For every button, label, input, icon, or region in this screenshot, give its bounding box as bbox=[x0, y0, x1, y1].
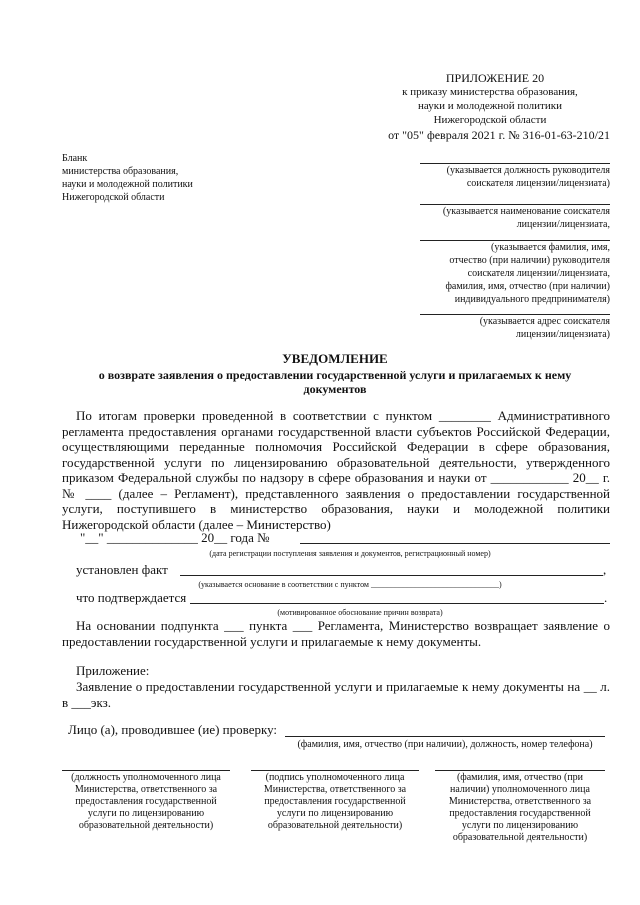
inspector-caption: (фамилия, имя, отчество (при наличии), должность, номер телефона) bbox=[297, 739, 593, 750]
registration-date-line: "__" ______________ 20__ года № bbox=[80, 530, 270, 545]
sig3-l3: Министерства, ответственного за bbox=[448, 796, 592, 807]
name-caption-1: (указывается наименование соискателя bbox=[442, 206, 610, 217]
sig1-l1: (должность уполномоченного лица bbox=[71, 772, 221, 783]
blank-ministry: министерства образования, bbox=[62, 166, 179, 177]
notice-subtitle-2: документов bbox=[303, 382, 367, 396]
notice-subtitle-1: о возврате заявления о предоставлении государственной услуги и прилагаемых к нему bbox=[98, 368, 572, 382]
signature-sign-block bbox=[244, 772, 426, 832]
blank-label: Бланк bbox=[62, 153, 88, 164]
address-caption-1: (указывается адрес соискателя bbox=[479, 316, 610, 327]
inspection-paragraph: По итогам проверки проведенной в соответствии с пунктом ________ Административного регламента предоставления органами государственной власти субъектов Российской Федерации, осуществляющими переданные полномочия Российской Федерации в сфере образования, государственной услуги по лицензированию образовательной деятельности, утвержденного приказом Федеральной службы по надзору в сфере образования и науки от ____________ 20__ г. № ____ (далее – Регламент), представленного заявления о предоставлении государственной услуги, поступившего в министерство образования, науки и молодежной политики Нижегородской области (далее – Министерство) bbox=[62, 408, 610, 532]
name-line bbox=[420, 204, 610, 205]
sig2-l5: образовательной деятельности) bbox=[267, 820, 403, 831]
sig2-l2: Министерства, ответственного за bbox=[263, 784, 407, 795]
signature-line-position bbox=[62, 770, 230, 771]
sig3-l5: услуги по лицензированию bbox=[461, 820, 579, 831]
order-ref-date: от "05" февраля 2021 г. № 316-01-63-210/21 bbox=[388, 128, 610, 142]
signature-position-block bbox=[55, 772, 237, 832]
fio-caption-4: фамилия, имя, отчество (при наличии) bbox=[445, 281, 610, 292]
fio-line bbox=[420, 240, 610, 241]
signature-fio-block bbox=[428, 772, 612, 844]
address-line bbox=[420, 314, 610, 315]
position-caption-2: соискателя лицензии/лицензиата) bbox=[466, 178, 610, 189]
signature-line-sign bbox=[251, 770, 419, 771]
position-line bbox=[420, 163, 610, 164]
fact-line bbox=[180, 575, 603, 576]
confirm-line bbox=[190, 603, 604, 604]
sig1-l2: Министерства, ответственного за bbox=[74, 784, 218, 795]
inspector-label: Лицо (а), проводившее (ие) проверку: bbox=[68, 722, 278, 737]
attachment-text: Заявление о предоставлении государственной услуги и прилагаемые к нему документы на __ л. в ___экз. bbox=[62, 679, 610, 710]
fio-caption-2: отчество (при наличии) руководителя bbox=[449, 255, 610, 266]
sig2-l1: (подпись уполномоченного лица bbox=[265, 772, 405, 783]
attachment-label: Приложение: bbox=[76, 663, 150, 678]
sig3-l1: (фамилия, имя, отчество (при bbox=[456, 772, 584, 783]
fact-end: , bbox=[603, 562, 607, 577]
signature-line-fio bbox=[435, 770, 605, 771]
confirm-label: что подтверждается bbox=[76, 590, 187, 605]
order-ref-line1: к приказу министерства образования, bbox=[402, 86, 578, 98]
fio-caption-1: (указывается фамилия, имя, bbox=[491, 242, 610, 253]
sig1-l3: предоставления государственной bbox=[75, 796, 217, 807]
position-caption-1: (указывается должность руководителя bbox=[446, 165, 610, 176]
decision-paragraph: На основании подпункта ___ пункта ___ Регламента, Министерство возвращает заявление о предоставлении государственной услуги и прилагаемые к нему документы. bbox=[62, 618, 610, 649]
notice-title: УВЕДОМЛЕНИЕ bbox=[282, 351, 388, 366]
registration-number-line bbox=[300, 543, 610, 544]
fio-caption-3: соискателя лицензии/лицензиата, bbox=[467, 268, 610, 279]
sig2-l4: услуги по лицензированию bbox=[276, 808, 394, 819]
sig1-l4: услуги по лицензированию bbox=[87, 808, 205, 819]
address-caption-2: лицензии/лицензиата) bbox=[515, 329, 610, 340]
blank-ministry2: науки и молодежной политики bbox=[62, 179, 193, 190]
order-ref-line2: науки и молодежной политики bbox=[418, 100, 562, 112]
appendix-title: ПРИЛОЖЕНИЕ 20 bbox=[445, 71, 545, 85]
registration-caption: (дата регистрации поступления заявления и документов, регистрационный номер) bbox=[209, 549, 491, 558]
fact-label: установлен факт bbox=[76, 562, 168, 577]
fio-caption-5: индивидуального предпринимателя) bbox=[454, 294, 610, 305]
basis-caption: (указывается основание в соответствии с пунктом ________________________________) bbox=[198, 580, 502, 589]
sig3-l2: наличии) уполномоченного лица bbox=[450, 784, 590, 795]
sig2-l3: предоставления государственной bbox=[264, 796, 406, 807]
reason-caption: (мотивированное обоснование причин возврата) bbox=[277, 608, 443, 617]
confirm-end: . bbox=[604, 590, 608, 605]
order-ref-line3: Нижегородской области bbox=[433, 114, 547, 126]
blank-region: Нижегородской области bbox=[62, 192, 165, 203]
sig3-l4: предоставления государственной bbox=[449, 808, 591, 819]
sig1-l5: образовательной деятельности) bbox=[78, 820, 214, 831]
sig3-l6: образовательной деятельности) bbox=[452, 832, 588, 843]
inspector-line bbox=[285, 736, 605, 737]
name-caption-2: лицензии/лицензиата, bbox=[516, 219, 610, 230]
